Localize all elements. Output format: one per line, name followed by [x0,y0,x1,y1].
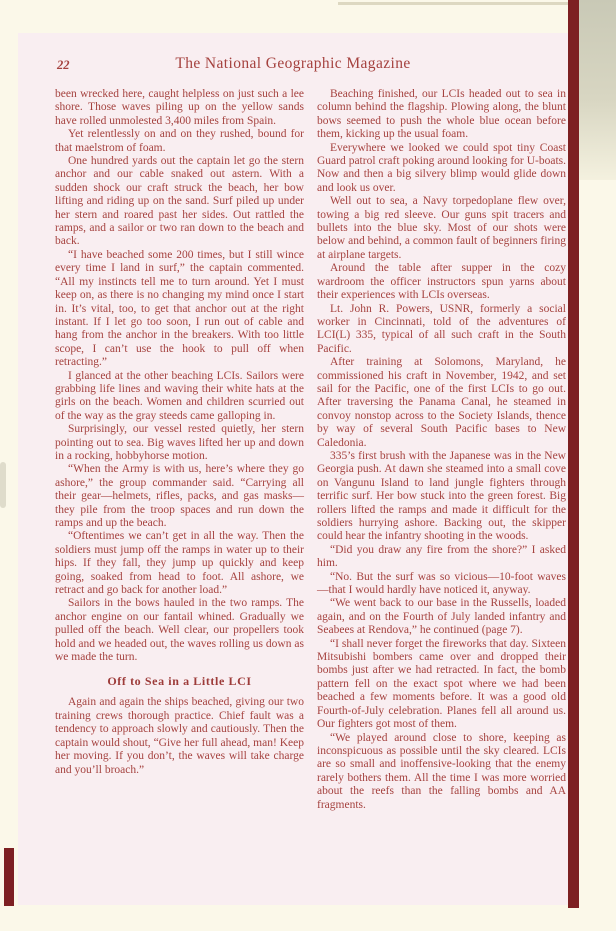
paragraph: “Did you draw any fire from the shore?” I asked him. [317,543,566,570]
paragraph: Around the table after supper in the cozy wardroom the officer instructors spun yarns about their experiences with LCIs overseas. [317,262,566,302]
right-column [317,88,566,812]
paragraph: I glanced at the other beaching LCIs. Sailors were grabbing life lines and waving their white hats at the girls on the beach. Women and children scurried out of the way as the gray steeds came galloping in. [55,369,304,422]
magazine-title: The National Geographic Magazine [175,55,411,72]
paragraph: “No. But the surf was so vicious—10-foot waves—that I would hardly have noticed it, anyway. [317,570,566,597]
section-heading: Off to Sea in a Little LCI [107,674,252,689]
fore-edge-red-stripe-right [568,0,579,908]
paragraph: Yet relentlessly on and on they rushed, bound for that maelstrom of foam. [55,128,304,154]
article-text-area [55,88,566,812]
paragraph: “When the Army is with us, here’s where they go ashore,” the group commander said. “Carrying all their gear—helmets, rifles, packs, and gas masks—they pile from the troop spaces and run down the ramps and up the beach. [55,463,304,529]
left-column [55,88,304,812]
paragraph: Everywhere we looked we could spot tiny Coast Guard patrol craft poking around looking for U-boats. Now and then a big silvery blimp would glide down and look us over. [317,141,566,194]
magazine-page [18,33,568,905]
paragraph: been wrecked here, caught helpless on just such a lee shore. Those waves piling up on the yellow sands have rolled unmolested 3,400 miles from Spain. [55,88,304,127]
paragraph: Lt. John R. Powers, USNR, formerly a social worker in Cincinnati, told of the adventures of LCI(L) 335, typical of all such craft in the South Pacific. [317,302,566,355]
paragraph: One hundred yards out the captain let go the stern anchor and our cable snaked out astern. With a sudden shock our craft struck the beach, her bow lifting and riding up on the sand. Surf piled up under her stern and roared past her sides. Out rattled the ramps, and a sailor or two ran down to the beach and back. [55,155,304,248]
binding-smudge [0,462,6,508]
paragraph: After training at Solomons, Maryland, he commissioned his craft in November, 1942, and set sail for the Pacific, one of the first LCIs to go out. After traversing the Panama Canal, he steamed in convoy nonstop across to the Society Islands, thence by way of several South Pacific bases to New Caledonia. [317,356,566,449]
paragraph: “Oftentimes we can’t get in all the way. Then the soldiers must jump off the ramps in water up to their hips. If they fall, they jump up quickly and keep going, soaked from head to foot. All ashore, we retract and go back for another load.” [55,530,304,597]
paragraph: Surprisingly, our vessel rested quietly, her stern pointing out to sea. Big waves lifted her up and down in a rocking, hobbyhorse motion. [55,423,304,462]
paragraph: 335’s first brush with the Japanese was in the New Georgia push. At dawn she steamed into a small cove on Vangunu Island to land jungle fighters through terrific surf. Her bow stuck into the green forest. Big rollers lifted the ramps and made it difficult for the soldiers hurrying ashore. Backing out, the skipper could hear the infantry shooting in the woods. [317,449,566,543]
paragraph: Sailors in the bows hauled in the two ramps. The anchor engine on our fantail whined. Gradually we pulled off the beach. Well clear, our propellers took hold and we headed out, the waves rolling us down as we made the turn. [55,597,304,664]
paragraph: “I have beached some 200 times, but I still wince every time I land in surf,” the captain commented. “All my instincts tell me to turn around. Yet I must keep on, as there is no changing my mind once I start in. It’s vital, too, to get that anchor out at the right instant. If I let go too soon, I run out of cable and hang from the anchor in the breakers. With too little scope, I can’t use the hook to pull off when retracting.” [55,248,304,369]
paragraph: “We played around close to shore, keeping as inconspicuous as possible until the sky cleared. LCIs are so small and inoffensive-looking that the enemy rarely bothers them. All the time I was more worried about the reefs than the falling bombs and AA fragments. [317,731,566,811]
paragraph: Again and again the ships beached, giving our two training crews thorough practice. Chief fault was a tendency to approach slowly and cautiously. Then the captain would shout, “Give her full ahead, man! Keep her moving. If you don’t, the waves will take charge and you’ll broach.” [55,696,304,776]
paragraph: Well out to sea, a Navy torpedoplane flew over, towing a big red sleeve. Our guns spit tracers and bullets into the blue sky. Most of our shots were below and behind, a common fault of beginners firing at airplane targets. [317,195,566,261]
paragraph: Beaching finished, our LCIs headed out to sea in column behind the flagship. Plowing along, the blunt bows seemed to push the whole blue ocean before them, kicking up the usual foam. [317,88,566,141]
fore-edge-red-stripe-left [4,848,14,906]
paragraph: “I shall never forget the fireworks that day. Sixteen Mitsubishi bombers came over and dropped their bombs just after we had retracted. In fact, the bomb pattern fell on the exact spot where we had been beached a few moments before. It was a good old Fourth-of-July celebration. Planes fell all around us. Our fighters got most of them. [317,637,566,731]
paragraph: “We went back to our base in the Russells, loaded again, and on the Fourth of July landed infantry and Seabees at Rendova,” he continued (page 7). [317,597,566,637]
page-number: 22 [57,58,70,72]
page-header [18,33,568,79]
adjacent-page-edges [579,0,616,180]
